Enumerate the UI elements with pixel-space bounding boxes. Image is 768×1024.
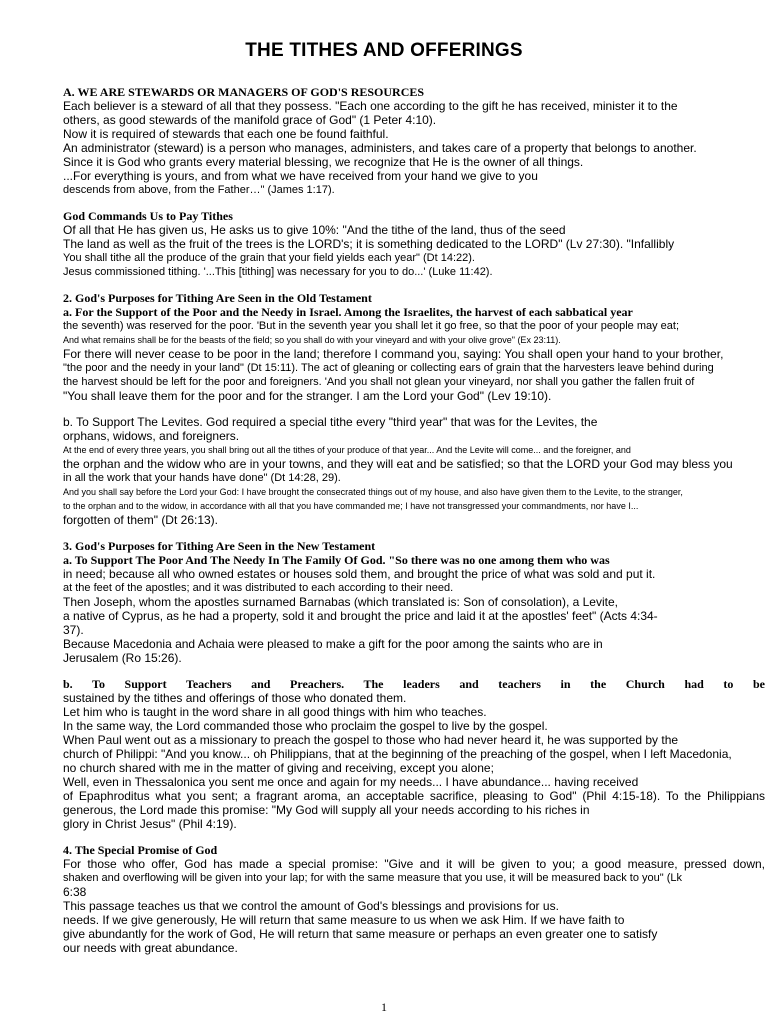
text-line: the orphan and the widow who are in your towns, and they will eat and be satisfied; so that the LORD your God may bless you: [63, 457, 733, 471]
text-line: forgotten of them" (Dt 26:13).: [63, 513, 219, 527]
text-line: a native of Cyprus, as he had a property, sold it and brought the price and laid it at the apostles' feet" (Acts 4:34-: [63, 609, 658, 623]
section-heading: A. WE ARE STEWARDS OR MANAGERS OF GOD'S RESOURCES: [63, 85, 425, 99]
text-line: others, as good stewards of the manifold grace of God" (1 Peter 4:10).: [63, 113, 437, 127]
text-line: our needs with great abundance.: [63, 941, 238, 955]
section-spacer: [63, 527, 765, 539]
text-line: descends from above, from the Father…" (James 1:17).: [63, 184, 335, 196]
text-line: glory in Christ Jesus" (Phil 4:19).: [63, 817, 237, 831]
section-spacer: [63, 403, 765, 415]
section-heading: b. To Support Teachers and Preachers. The leaders and teachers in the Church had to be: [63, 677, 765, 691]
text-line: An administrator (steward) is a person who manages, administers, and takes care of a property that belongs to another.: [63, 141, 697, 155]
text-line: Jerusalem (Ro 15:26).: [63, 651, 182, 665]
section-spacer: [63, 831, 765, 843]
section-spacer: [63, 197, 765, 209]
text-line: You shall tithe all the produce of the grain that your field yields each year" (Dt 14:22).: [63, 252, 475, 264]
text-line: in all the work that your hands have done" (Dt 14:28, 29).: [63, 472, 341, 484]
section-spacer: [63, 665, 765, 677]
text-line: The land as well as the fruit of the trees is the LORD's; it is something dedicated to the LORD" (Lv 27:30). "Infallibly: [63, 237, 675, 251]
text-line: b. To Support The Levites. God required a special tithe every "third year" that was for the Levites, the: [63, 415, 598, 429]
text-line: Now it is required of stewards that each one be found faithful.: [63, 127, 389, 141]
text-line: 37).: [63, 623, 84, 637]
text-line: When Paul went out as a missionary to preach the gospel to those who had never heard it, he was supported by the: [63, 733, 679, 747]
text-line: sustained by the tithes and offerings of those who donated them.: [63, 691, 407, 705]
page-title: THE TITHES AND OFFERINGS: [245, 40, 523, 61]
text-line: the seventh) was reserved for the poor. 'But in the seventh year you shall let it go free, so that the poor of your people may eat;: [63, 320, 680, 332]
section-heading: 2. God's Purposes for Tithing Are Seen in the Old Testament: [63, 291, 372, 305]
text-line: give abundantly for the work of God, He will return that same measure or perhaps an even greater one to satisfy: [63, 927, 658, 941]
text-line: And what remains shall be for the beasts of the field; so you shall do with your vineyard and with your olive grove" (Ex 23:11).: [63, 335, 561, 345]
text-line: Because Macedonia and Achaia were pleased to make a gift for the poor among the saints who are in: [63, 637, 603, 651]
section-heading: a. To Support The Poor And The Needy In The Family Of God. "So there was no one among them who was: [63, 553, 610, 567]
text-line: shaken and overflowing will be given into your lap; for with the same measure that you use, it will be measured back to you" (Lk: [63, 872, 683, 884]
text-line: 6:38: [63, 885, 87, 899]
text-line: Well, even in Thessalonica you sent me once and again for my needs... I have abundance... having received: [63, 775, 639, 789]
text-line: the harvest should be left for the poor and foreigners. 'And you shall not glean your vineyard, nor shall you gather the fallen fruit of: [63, 376, 695, 388]
text-line: to the orphan and to the widow, in accordance with all that you have commanded me; I have not transgressed your commandments, nor have I...: [63, 501, 639, 511]
text-line: no church shared with me in the matter of giving and receiving, except you alone;: [63, 761, 494, 775]
section-spacer: [63, 279, 765, 291]
text-line: In the same way, the Lord commanded those who proclaim the gospel to live by the gospel.: [63, 719, 548, 733]
text-line: For there will never cease to be poor in the land; therefore I command you, saying: You shall open your hand to your brother,: [63, 347, 724, 361]
text-line: Let him who is taught in the word share in all good things with him who teaches.: [63, 705, 487, 719]
page-number: 1: [381, 1000, 387, 1014]
text-line: "the poor and the needy in your land" (Dt 15:11). The act of gleaning or collecting ears of grain that the harvesters leave behind during: [63, 362, 714, 374]
text-line: Of all that He has given us, He asks us to give 10%: "And the tithe of the land, thus of the seed: [63, 223, 566, 237]
text-line: of Epaphroditus what you sent; a fragrant aroma, an acceptable sacrifice, pleasing to God" (Phil 4:15-18). To the Philippians: [63, 789, 765, 803]
text-line: For those who offer, God has made a special promise: "Give and it will be given to you; a good measure, pressed down,: [63, 857, 765, 871]
text-line: "You shall leave them for the poor and for the stranger. I am the Lord your God" (Lev 19:10).: [63, 389, 552, 403]
text-line: Each believer is a steward of all that they possess. "Each one according to the gift he has received, minister it to the: [63, 99, 678, 113]
section-heading: God Commands Us to Pay Tithes: [63, 209, 233, 223]
text-line: generous, the Lord made this promise: "My God will supply all your needs according to his riches in: [63, 803, 590, 817]
text-line: Jesus commissioned tithing. '...This [tithing] was necessary for you to do...' (Luke 11:42).: [63, 266, 493, 278]
text-line: And you shall say before the Lord your God: I have brought the consecrated things out of my house, and also have given them to the Levite, to the stranger,: [63, 487, 683, 497]
text-line: ...For everything is yours, and from what we have received from your hand we give to you: [63, 169, 538, 183]
text-line: Since it is God who grants every material blessing, we recognize that He is the owner of all things.: [63, 155, 584, 169]
text-line: This passage teaches us that we control the amount of God's blessings and provisions for us.: [63, 899, 559, 913]
section-heading: a. For the Support of the Poor and the Needy in Israel. Among the Israelites, the harvest of each sabbatical year: [63, 305, 633, 319]
section-heading: 3. God's Purposes for Tithing Are Seen in the New Testament: [63, 539, 376, 553]
text-line: in need; because all who owned estates or houses sold them, and brought the price of what was sold and put it.: [63, 567, 656, 581]
text-line: at the feet of the apostles; and it was distributed to each according to their need.: [63, 582, 454, 594]
text-line: orphans, widows, and foreigners.: [63, 429, 240, 443]
document-body: [63, 85, 765, 955]
section-heading: 4. The Special Promise of God: [63, 843, 218, 857]
text-line: church of Philippi: "And you know... oh Philippians, that at the beginning of the preaching of the gospel, when I left Macedonia,: [63, 747, 732, 761]
text-line: needs. If we give generously, He will return that same measure to us when we ask Him. If we have faith to: [63, 913, 625, 927]
text-line: Then Joseph, whom the apostles surnamed Barnabas (which translated is: Son of consolation), a Levite,: [63, 595, 618, 609]
text-line: At the end of every three years, you shall bring out all the tithes of your produce of that year... And the Levite will come... and the foreigner, and: [63, 445, 631, 455]
